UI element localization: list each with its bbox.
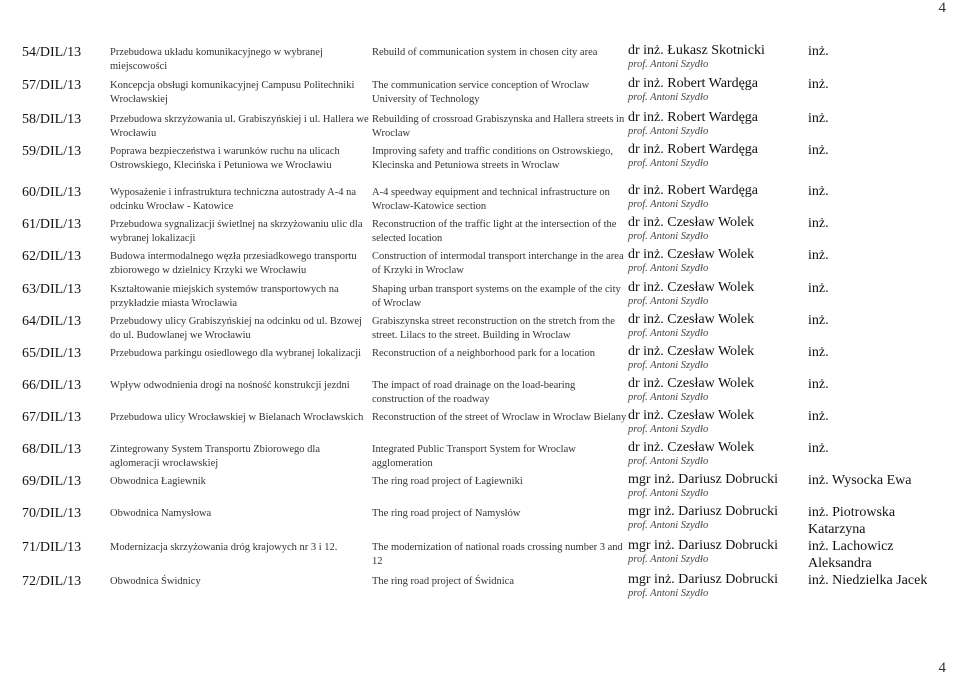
supervisor-name: mgr inż. Dariusz Dobrucki [628,472,779,487]
thesis-id: 61/DIL/13 [22,217,82,232]
table-row [22,440,952,472]
table-row [22,472,952,504]
title-polish [110,76,372,110]
title-polish [110,472,372,504]
title-english [372,110,628,142]
title-english-text: Improving safety and traffic conditions on Ostrowskiego, Klecinska and Petuniowa streets in Wroclaw [372,146,613,171]
supervisor [628,376,808,408]
title-polish [110,142,372,183]
title-english-text: Reconstruction of a neighborhood park for a location [372,348,596,359]
title-english-text: The ring road project of Świdnica [372,576,514,587]
supervisor-name: dr inż. Robert Wardęga [628,76,759,91]
page-number-top: 4 [938,0,946,16]
supervisor-name: dr inż. Czesław Wolek [628,344,755,359]
supervisor-name: dr inż. Czesław Wolek [628,312,755,327]
thesis-topics-table [22,43,952,604]
student: inż. [808,441,829,456]
thesis-id: 67/DIL/13 [22,410,82,425]
supervisor-name: mgr inż. Dariusz Dobrucki [628,538,779,553]
title-polish [110,504,372,538]
title-english [372,408,628,440]
title-english [372,312,628,344]
title-polish [110,440,372,472]
title-polish-text: Przebudowa ulicy Wrocławskiej w Bielanach Wrocławskich [110,412,364,423]
supervisor-name: dr inż. Łukasz Skotnicki [628,43,765,58]
student: inż. [808,248,829,263]
supervisor-name: dr inż. Czesław Wolek [628,247,755,262]
title-english-text: The ring road project of Namysłów [372,508,521,519]
student: inż. [808,216,829,231]
title-english-text: Rebuilding of crossroad Grabiszynska and Hallera streets in Wroclaw [372,114,625,139]
co-supervisor-name: prof. Antoni Szydło [628,199,709,210]
co-supervisor-name: prof. Antoni Szydło [628,263,709,274]
supervisor [628,142,808,183]
supervisor [628,183,808,215]
thesis-id: 68/DIL/13 [22,442,82,457]
title-english [372,215,628,247]
title-polish-text: Przebudowa parkingu osiedlowego dla wybranej lokalizacji [110,348,362,359]
page-number-bottom: 4 [938,660,946,676]
title-english [372,76,628,110]
thesis-id: 57/DIL/13 [22,78,82,93]
title-polish [110,538,372,572]
title-polish-text: Przebudowa skrzyżowania ul. Grabiszyńskiej i ul. Hallera we Wrocławiu [110,114,369,139]
supervisor [628,472,808,504]
title-polish [110,312,372,344]
table-row [22,408,952,440]
title-english [372,43,628,76]
title-english [372,440,628,472]
title-english-text: Shaping urban transport systems on the example of the city of Wroclaw [372,284,621,309]
co-supervisor-name: prof. Antoni Szydło [628,59,709,70]
supervisor [628,247,808,280]
title-polish [110,183,372,215]
thesis-id: 64/DIL/13 [22,314,82,329]
title-polish [110,280,372,312]
thesis-id: 63/DIL/13 [22,282,82,297]
student: inż. [808,77,829,92]
table-row [22,183,952,215]
co-supervisor-name: prof. Antoni Szydło [628,392,709,403]
supervisor [628,215,808,247]
student: inż. [808,143,829,158]
table-row [22,110,952,142]
table-row [22,76,952,110]
co-supervisor-name: prof. Antoni Szydło [628,126,709,137]
title-english-text: The ring road project of Łagiewniki [372,476,523,487]
title-polish-text: Poprawa bezpieczeństwa i warunków ruchu na ulicach Ostrowskiego, Klecińska i Petuniowa we Wrocławiu [110,146,340,171]
supervisor-name: dr inż. Czesław Wolek [628,408,755,423]
student: inż. [808,184,829,199]
supervisor-name: dr inż. Robert Wardęga [628,142,759,157]
co-supervisor-name: prof. Antoni Szydło [628,158,709,169]
table-row [22,538,952,572]
title-english [372,572,628,604]
title-english [372,504,628,538]
thesis-id: 71/DIL/13 [22,540,82,555]
title-english [372,472,628,504]
title-polish [110,247,372,280]
title-english-text: Construction of intermodal transport interchange in the area of Krzyki in Wroclaw [372,251,624,276]
title-english [372,142,628,183]
title-polish-text: Koncepcja obsługi komunikacyjnej Campusu Politechniki Wrocławskiej [110,80,355,105]
supervisor [628,538,808,572]
supervisor [628,572,808,604]
title-polish-text: Obwodnica Namysłowa [110,508,212,519]
supervisor [628,76,808,110]
student: inż. [808,44,829,59]
supervisor-name: dr inż. Robert Wardęga [628,183,759,198]
title-polish-text: Przebudowa układu komunikacyjnego w wybranej miejscowości [110,47,323,72]
title-polish-text: Budowa intermodalnego węzła przesiadkowego transportu zbiorowego w dzielnicy Krzyki we Wrocławiu [110,251,357,276]
table-row [22,280,952,312]
title-english-text: Rebuild of communication system in chosen city area [372,47,598,58]
title-english [372,344,628,376]
co-supervisor-name: prof. Antoni Szydło [628,424,709,435]
student: inż. [808,313,829,328]
title-polish [110,110,372,142]
title-english-text: The communication service conception of Wroclaw University of Technology [372,80,590,105]
supervisor-name: mgr inż. Dariusz Dobrucki [628,572,779,587]
supervisor [628,408,808,440]
co-supervisor-name: prof. Antoni Szydło [628,588,709,599]
title-english-text: Reconstruction of the traffic light at the intersection of the selected location [372,219,617,244]
student: inż. [808,409,829,424]
supervisor-name: dr inż. Czesław Wolek [628,440,755,455]
supervisor [628,43,808,76]
title-polish-text: Przebudowy ulicy Grabiszyńskiej na odcinku od ul. Bzowej do ul. Budowlanej we Wrocławiu [110,316,362,341]
student: inż. Lachowicz Aleksandra [808,539,894,571]
table-row [22,376,952,408]
title-polish [110,376,372,408]
supervisor [628,280,808,312]
table-row [22,344,952,376]
supervisor [628,110,808,142]
title-polish-text: Kształtowanie miejskich systemów transportowych na przykładzie miasta Wrocławia [110,284,339,309]
thesis-id: 69/DIL/13 [22,474,82,489]
thesis-id: 60/DIL/13 [22,185,82,200]
table-row [22,312,952,344]
title-polish-text: Obwodnica Świdnicy [110,576,201,587]
supervisor-name: dr inż. Czesław Wolek [628,376,755,391]
title-english [372,183,628,215]
table-row [22,215,952,247]
co-supervisor-name: prof. Antoni Szydło [628,231,709,242]
student: inż. Wysocka Ewa [808,473,912,488]
thesis-id: 58/DIL/13 [22,112,82,127]
title-english-text: The modernization of national roads crossing number 3 and 12 [372,542,623,567]
thesis-id: 62/DIL/13 [22,249,82,264]
title-english [372,376,628,408]
table-row [22,247,952,280]
supervisor [628,312,808,344]
title-english-text: Grabiszynska street reconstruction on the stretch from the street. Lilacs to the street. Building in Wroclaw [372,316,615,341]
supervisor [628,344,808,376]
co-supervisor-name: prof. Antoni Szydło [628,488,709,499]
title-english [372,247,628,280]
title-polish [110,408,372,440]
title-english-text: Integrated Public Transport System for Wroclaw agglomeration [372,444,576,469]
student: inż. Piotrowska Katarzyna [808,505,896,537]
student: inż. Niedzielka Jacek [808,573,928,588]
co-supervisor-name: prof. Antoni Szydło [628,456,709,467]
student: inż. [808,281,829,296]
thesis-id: 59/DIL/13 [22,144,82,159]
thesis-id: 66/DIL/13 [22,378,82,393]
thesis-id: 54/DIL/13 [22,45,82,60]
title-polish [110,572,372,604]
co-supervisor-name: prof. Antoni Szydło [628,92,709,103]
co-supervisor-name: prof. Antoni Szydło [628,296,709,307]
title-english [372,538,628,572]
supervisor-name: dr inż. Czesław Wolek [628,280,755,295]
co-supervisor-name: prof. Antoni Szydło [628,360,709,371]
thesis-id: 70/DIL/13 [22,506,82,521]
title-polish-text: Zintegrowany System Transportu Zbiorowego dla aglomeracji wrocławskiej [110,444,320,469]
co-supervisor-name: prof. Antoni Szydło [628,520,709,531]
co-supervisor-name: prof. Antoni Szydło [628,554,709,565]
supervisor-name: mgr inż. Dariusz Dobrucki [628,504,779,519]
student: inż. [808,377,829,392]
thesis-id: 72/DIL/13 [22,574,82,589]
title-english-text: A-4 speedway equipment and technical infrastructure on Wroclaw-Katowice section [372,187,610,212]
title-english-text: The impact of road drainage on the load-bearing construction of the roadway [372,380,576,405]
title-polish-text: Wpływ odwodnienia drogi na nośność konstrukcji jezdni [110,380,350,391]
title-polish-text: Wyposażenie i infrastruktura techniczna autostrady A-4 na odcinku Wrocław - Katowice [110,187,357,212]
title-polish [110,43,372,76]
title-polish-text: Modernizacja skrzyżowania dróg krajowych nr 3 i 12. [110,542,338,553]
table-row [22,504,952,538]
supervisor-name: dr inż. Robert Wardęga [628,110,759,125]
title-polish-text: Przebudowa sygnalizacji świetlnej na skrzyżowaniu ulic dla wybranej lokalizacji [110,219,363,244]
table-row [22,43,952,76]
title-polish [110,344,372,376]
thesis-id: 65/DIL/13 [22,346,82,361]
supervisor-name: dr inż. Czesław Wolek [628,215,755,230]
title-english [372,280,628,312]
supervisor [628,440,808,472]
co-supervisor-name: prof. Antoni Szydło [628,328,709,339]
supervisor [628,504,808,538]
title-polish-text: Obwodnica Łagiewnik [110,476,206,487]
student: inż. [808,111,829,126]
title-english-text: Reconstruction of the street of Wroclaw in Wroclaw Bielany [372,412,627,423]
table-row [22,572,952,604]
student: inż. [808,345,829,360]
title-polish [110,215,372,247]
table-row [22,142,952,183]
